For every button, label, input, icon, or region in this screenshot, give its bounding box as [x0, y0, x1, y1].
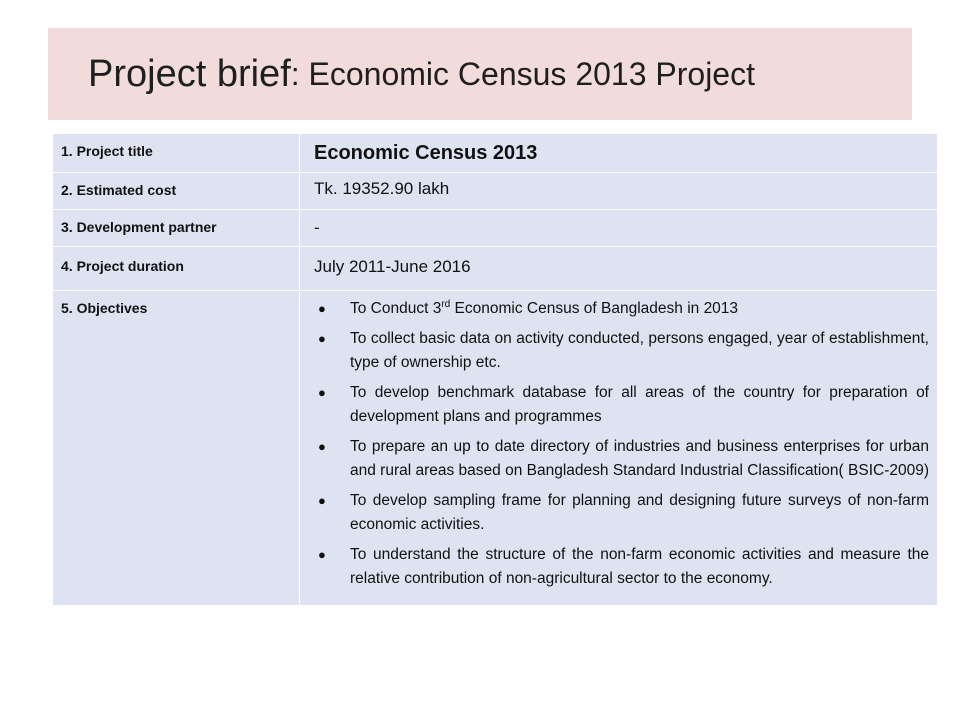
row-value: - — [300, 210, 938, 247]
bullet-icon: ● — [318, 493, 326, 508]
list-item: ● To understand the structure of the non-farm economic activities and measure the relative contribution of non-agricultural sector to the economy. — [314, 543, 929, 591]
objectives-cell — [300, 291, 938, 606]
list-item: ● To develop benchmark database for all areas of the country for preparation of development plans and programmes — [314, 381, 929, 429]
row-label: 2. Estimated cost — [53, 173, 300, 210]
bullet-icon: ● — [318, 301, 326, 316]
table-row — [53, 247, 938, 291]
list-item: ● To prepare an up to date directory of industries and business enterprises for urban and rural areas based on Bangladesh Standard Industrial Classification( BSIC-2009) — [314, 435, 929, 483]
table-row — [53, 173, 938, 210]
table-row — [53, 210, 938, 247]
project-brief-table — [52, 133, 938, 606]
list-item: ● To develop sampling frame for planning and designing future surveys of non-farm economic activities. — [314, 489, 929, 537]
list-item: ● To collect basic data on activity conducted, persons engaged, year of establishment, type of ownership etc. — [314, 327, 929, 375]
table-row — [53, 134, 938, 173]
row-value: July 2011-June 2016 — [300, 247, 938, 291]
row-label: 4. Project duration — [53, 247, 300, 291]
bullet-icon: ● — [318, 331, 326, 346]
bullet-icon: ● — [318, 439, 326, 454]
row-label: 5. Objectives — [53, 291, 300, 606]
slide-subtitle: : Economic Census 2013 Project — [290, 55, 755, 92]
row-value: Tk. 19352.90 lakh — [300, 173, 938, 210]
table-row — [53, 291, 938, 606]
objectives-list — [314, 297, 929, 605]
slide-title: Project brief — [88, 52, 291, 95]
bullet-icon: ● — [318, 547, 326, 562]
row-value: Economic Census 2013 — [300, 134, 938, 173]
row-label: 3. Development partner — [53, 210, 300, 247]
title-banner — [48, 28, 912, 120]
row-label: 1. Project title — [53, 134, 300, 173]
list-item: ● To Conduct 3rd Economic Census of Bangladesh in 2013 — [314, 297, 929, 321]
bullet-icon: ● — [318, 385, 326, 400]
